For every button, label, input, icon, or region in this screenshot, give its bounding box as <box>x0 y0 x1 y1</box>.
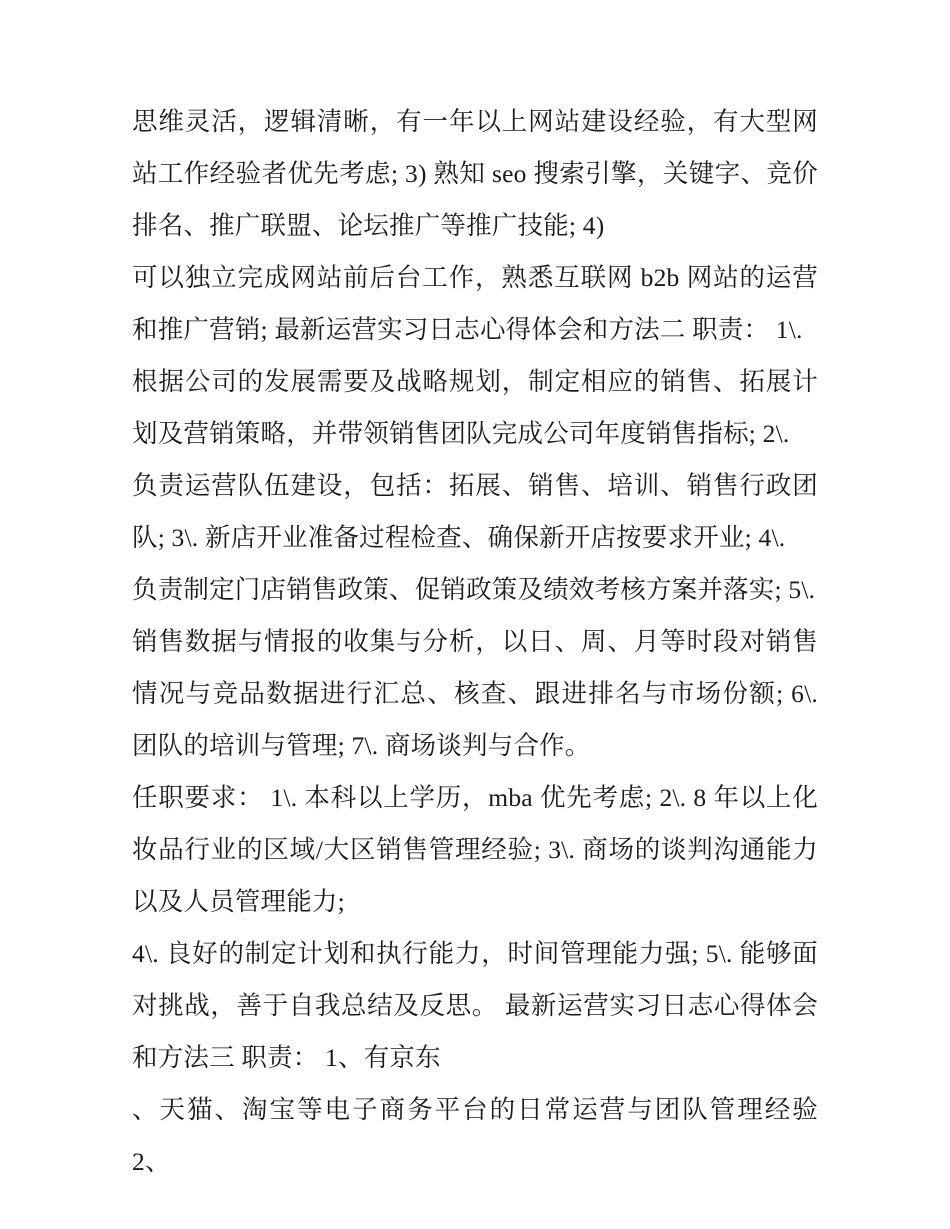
paragraph: 可以独立完成网站前后台工作，熟悉互联网 b2b 网站的运营和推广营销; 最新运营实习日志心得体会和方法二 职责： 1\. <box>132 263 818 344</box>
paragraph: 负责制定门店销售政策、促销政策及绩效考核方案并落实; 5\. <box>132 575 816 604</box>
paragraph: 思维灵活，逻辑清晰，有一年以上网站建设经验，有大型网站工作经验者优先考虑; 3) 熟知 seo 搜索引擎，关键字、竞价排名、推广联盟、论坛推广等推广技能; 4) <box>132 107 818 240</box>
paragraph: 、天猫、淘宝等电子商务平台的日常运营与团队管理经验 2、 <box>132 1095 818 1176</box>
paragraph: 4\. 良好的制定计划和执行能力，时间管理能力强; 5\. 能够面对挑战，善于自我总结及反思。 最新运营实习日志心得体会和方法三 职责： 1、有京东 <box>132 939 818 1072</box>
paragraph: 销售数据与情报的收集与分析，以日、周、月等时段对销售情况与竞品数据进行汇总、核查、跟进排名与市场份额; 6\. 团队的培训与管理; 7\. 商场谈判与合作。 <box>132 627 818 760</box>
paragraph: 任职要求： 1\. 本科以上学历，mba 优先考虑; 2\. 8 年以上化妆品行业的区域/大区销售管理经验; 3\. 商场的谈判沟通能力以及人员管理能力; <box>132 783 818 916</box>
paragraph: 负责运营队伍建设，包括：拓展、销售、培训、销售行政团队; 3\. 新店开业准备过程检查、确保新开店按要求开业; 4\. <box>132 471 818 552</box>
paragraph: 根据公司的发展需要及战略规划，制定相应的销售、拓展计划及营销策略，并带领销售团队完成公司年度销售指标; 2\. <box>132 367 818 448</box>
document-body <box>132 96 818 1188</box>
